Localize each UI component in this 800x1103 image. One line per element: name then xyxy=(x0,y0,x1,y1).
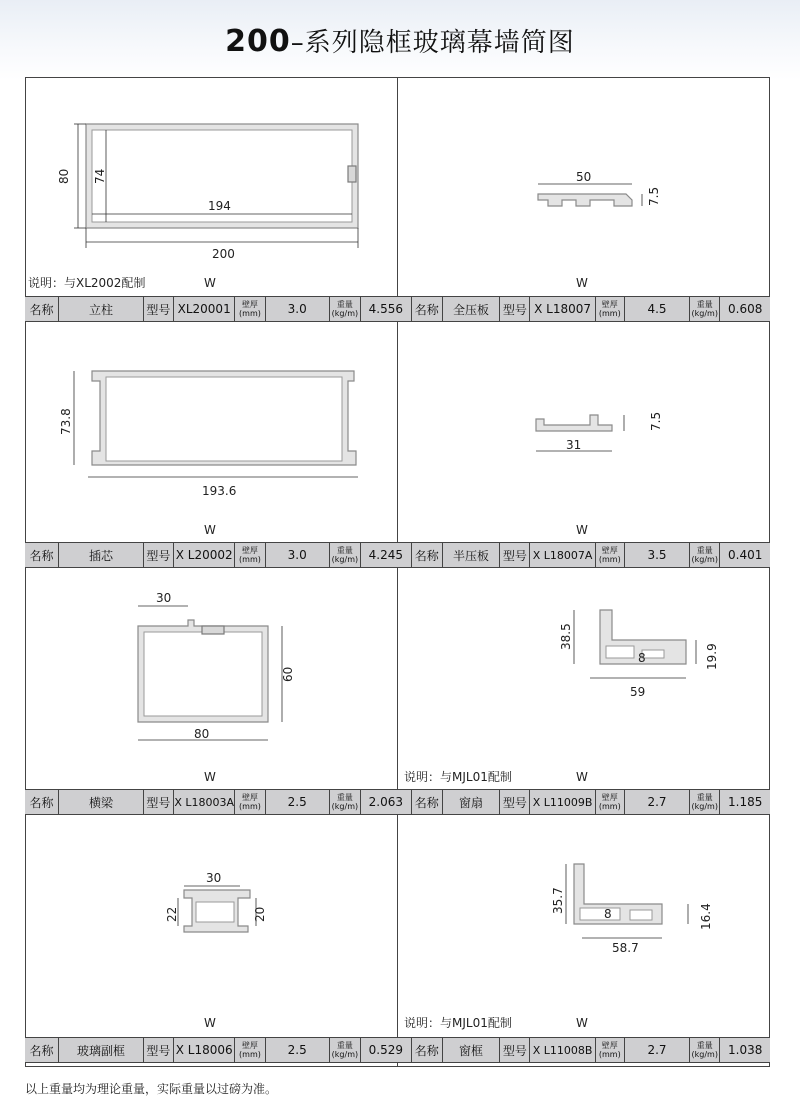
model-label: 型号 xyxy=(500,790,530,814)
thickness-value: 2.7 xyxy=(625,1038,690,1062)
profile-half-pressure-plate xyxy=(398,323,770,539)
dim-height: 38.5 xyxy=(559,623,573,650)
profile-window-frame xyxy=(398,818,770,1034)
profile-glass-subframe xyxy=(26,818,398,1034)
dim-height: 7.5 xyxy=(649,411,663,431)
model-value: X L20002 xyxy=(174,543,235,567)
model-label: 型号 xyxy=(500,1038,530,1062)
dim-width: 200 xyxy=(212,247,235,261)
w-label: W xyxy=(576,770,588,784)
dim-height: 7.5 xyxy=(647,186,661,206)
footer-note: 以上重量均为理论重量，实际重量以过磅为准。 xyxy=(25,1082,278,1096)
model-label: 型号 xyxy=(144,297,174,321)
thickness-value: 2.7 xyxy=(625,790,690,814)
part-name: 玻璃副框 xyxy=(59,1038,144,1062)
weight-label: 重量 (kg/m) xyxy=(330,543,361,567)
dim-width: 50 xyxy=(576,170,592,184)
dim-width: 59 xyxy=(630,685,646,699)
model-value: X L18007A xyxy=(530,543,595,567)
dim-height: 73.8 xyxy=(59,408,73,435)
name-label: 名称 xyxy=(25,543,59,567)
dim-right: 19.9 xyxy=(705,643,719,670)
dim-height: 60 xyxy=(281,666,295,682)
w-label: W xyxy=(204,276,216,290)
model-label: 型号 xyxy=(500,297,530,321)
part-name: 窗扇 xyxy=(443,790,500,814)
dim-top: 30 xyxy=(156,591,172,605)
model-value: X L18003A xyxy=(174,790,235,814)
w-label: W xyxy=(204,523,216,537)
page-title: 200–系列隐框玻璃幕墙简图 xyxy=(225,24,575,59)
model-label: 型号 xyxy=(144,543,174,567)
model-label: 型号 xyxy=(144,1038,174,1062)
w-label: W xyxy=(204,1016,216,1030)
dim-left: 22 xyxy=(165,906,179,922)
wall-thickness-label: 壁厚 (mm) xyxy=(235,1038,265,1062)
name-label: 名称 xyxy=(412,297,443,321)
dim-inner: 8 xyxy=(604,907,612,921)
dim-width: 31 xyxy=(566,438,582,452)
wall-thickness-label: 壁厚 (mm) xyxy=(596,543,625,567)
drawing-window-frame xyxy=(398,818,770,1034)
weight-label: 重量 (kg/m) xyxy=(330,297,361,321)
dim-height: 80 xyxy=(57,168,71,184)
profile-window-sash xyxy=(398,570,770,786)
spec-row-2 xyxy=(25,542,770,568)
weight-value: 4.556 xyxy=(361,297,412,321)
model-value: X L18006 xyxy=(174,1038,235,1062)
drawing-column-post xyxy=(26,78,398,294)
model-value: XL20001 xyxy=(174,297,235,321)
thickness-value: 2.5 xyxy=(266,1038,330,1062)
thickness-value: 4.5 xyxy=(625,297,690,321)
profile-column-post xyxy=(26,78,398,294)
model-value: X L18007 xyxy=(530,297,595,321)
profile-insert-core xyxy=(26,323,398,539)
thickness-value: 3.5 xyxy=(625,543,690,567)
w-label: W xyxy=(576,1016,588,1030)
weight-label: 重量 (kg/m) xyxy=(690,297,720,321)
weight-value: 4.245 xyxy=(361,543,412,567)
weight-value: 0.529 xyxy=(361,1038,412,1062)
wall-thickness-label: 壁厚 (mm) xyxy=(596,790,625,814)
weight-value: 0.401 xyxy=(728,548,763,562)
spec-row-3 xyxy=(25,789,770,815)
name-label: 名称 xyxy=(412,543,443,567)
thickness-value: 2.5 xyxy=(266,790,330,814)
profile-cross-beam xyxy=(26,570,398,786)
weight-label: 重量 (kg/m) xyxy=(330,790,361,814)
weight-value: 0.608 xyxy=(728,302,763,316)
wall-thickness-label: 壁厚 (mm) xyxy=(596,1038,625,1062)
name-label: 名称 xyxy=(412,1038,443,1062)
dim-right: 20 xyxy=(253,906,267,922)
drawing-insert-core xyxy=(26,323,398,539)
part-name: 插芯 xyxy=(59,543,144,567)
w-label: W xyxy=(576,523,588,537)
drawing-glass-subframe xyxy=(26,818,398,1034)
dim-width: 193.6 xyxy=(202,484,237,498)
part-name: 全压板 xyxy=(443,297,500,321)
weight-label: 重量 (kg/m) xyxy=(690,790,720,814)
dim-inner: 8 xyxy=(638,651,646,665)
spec-row-1 xyxy=(25,296,770,322)
model-label: 型号 xyxy=(500,543,530,567)
drawing-full-pressure-plate xyxy=(398,78,770,294)
dim-width: 80 xyxy=(194,727,210,741)
profile-full-pressure-plate xyxy=(398,78,770,294)
model-value: X L11009B xyxy=(530,790,595,814)
note: 说明：与MJL01配制 xyxy=(404,770,512,784)
drawing-cross-beam xyxy=(26,570,398,786)
dim-inner-width: 194 xyxy=(208,199,231,213)
note: 说明：与XL2002配制 xyxy=(28,276,146,290)
dim-inner-height: 74 xyxy=(93,168,107,184)
weight-value: 1.185 xyxy=(728,795,763,809)
wall-thickness-label: 壁厚 (mm) xyxy=(596,297,625,321)
name-label: 名称 xyxy=(412,790,443,814)
name-label: 名称 xyxy=(25,1038,59,1062)
wall-thickness-label: 壁厚 (mm) xyxy=(235,543,265,567)
part-name: 横梁 xyxy=(59,790,144,814)
dim-width: 58.7 xyxy=(612,941,639,955)
model-label: 型号 xyxy=(144,790,174,814)
w-label: W xyxy=(204,770,216,784)
weight-label: 重量 (kg/m) xyxy=(330,1038,361,1062)
model-value: X L11008B xyxy=(530,1038,595,1062)
weight-value: 1.038 xyxy=(728,1043,763,1057)
weight-value: 2.063 xyxy=(361,790,412,814)
thickness-value: 3.0 xyxy=(266,297,330,321)
part-name: 立柱 xyxy=(59,297,144,321)
dim-width: 30 xyxy=(206,871,222,885)
name-label: 名称 xyxy=(25,790,59,814)
drawing-window-sash xyxy=(398,570,770,786)
dim-right: 16.4 xyxy=(699,903,713,930)
part-name: 窗框 xyxy=(443,1038,500,1062)
thickness-value: 3.0 xyxy=(266,543,330,567)
wall-thickness-label: 壁厚 (mm) xyxy=(235,790,265,814)
wall-thickness-label: 壁厚 (mm) xyxy=(235,297,265,321)
weight-label: 重量 (kg/m) xyxy=(690,543,720,567)
note: 说明：与MJL01配制 xyxy=(404,1016,512,1030)
weight-label: 重量 (kg/m) xyxy=(690,1038,720,1062)
w-label: W xyxy=(576,276,588,290)
spec-row-4 xyxy=(25,1037,770,1063)
name-label: 名称 xyxy=(25,297,59,321)
dim-height: 35.7 xyxy=(551,887,565,914)
part-name: 半压板 xyxy=(443,543,500,567)
drawing-half-pressure-plate xyxy=(398,323,770,539)
